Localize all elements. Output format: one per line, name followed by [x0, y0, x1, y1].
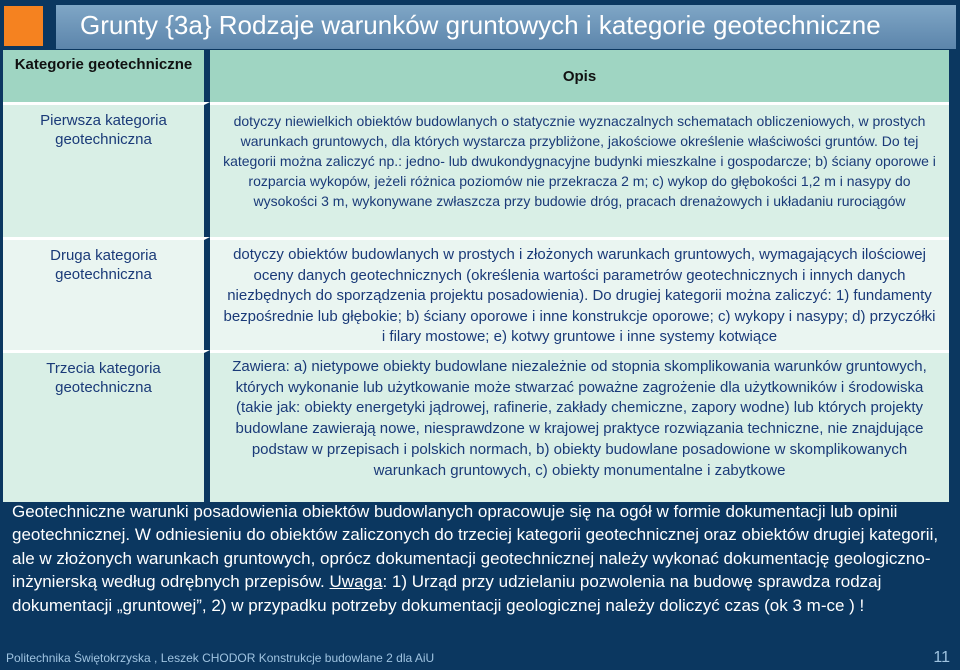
accent-square — [4, 6, 43, 46]
note-text-before: Geotechniczne warunki posadowienia obiektów budowlanych opracowuje się na ogół w formie dokumentacji lub opinii geotechnicznej. W odniesieniu do obiektów zaliczonych do trzeciej kategorii geotechnicznej oraz obiektów drugiej kategorii, ale w złożonych warunkach gruntowych, oprócz dokumentacji geotechnicznej należy wykonać dokumentację geologiczno-inżynierską według odrębnych przepisów. — [12, 502, 939, 592]
table-row — [3, 350, 949, 502]
title-bar — [56, 5, 956, 49]
page-number: 11 — [933, 649, 950, 666]
header-categories: Kategorie geotechniczne — [3, 50, 210, 102]
description-text: dotyczy niewielkich obiektów budowlanych o statycznie wyznaczalnych schematach obliczeniowych, w prostych warunkach gruntowych, dla których wystarcza przybliżone, jakościowe określenie właściwości gruntów. Do tej kategorii można zaliczyć np.: jedno- lub dwukondygnacyjne budynki mieszkalne i gospodarcze; b) ściany oporowe i rozparcia wykopów, jeżeli różnica poziomów nie przekracza 2 m; c) wykop do głębokości 1,2 m i nasypy do wysokości 3 m, wykonywane zwłaszcza przy budowie dróg, pracach drenażowych i układaniu rurociągów — [223, 113, 936, 209]
slide-title: Grunty {3a} Rodzaje warunków gruntowych i kategorie geotechniczne — [80, 10, 881, 40]
category-cell: Druga kategoria geotechniczna — [3, 237, 210, 350]
table-header-row — [3, 50, 949, 102]
geotechnical-categories-table — [3, 50, 949, 502]
table-row — [3, 102, 949, 237]
documentation-note — [12, 500, 947, 617]
header-description: Opis — [210, 50, 949, 102]
note-warning-label: Uwaga — [329, 572, 383, 592]
footer-credits: Politechnika Świętokrzyska , Leszek CHODOR Konstrukcje budowlane 2 dla AiU — [6, 651, 435, 665]
description-text: Zawiera: a) nietypowe obiekty budowlane niezależnie od stopnia skomplikowania warunków gruntowych, których wykonanie lub użytkowanie może stwarzać poważne zagrożenie dla użytkowników i środowiska (takie jak: obiekty energetyki jądrowej, rafinerie, zakłady chemiczne, zapory wodne) lub których projekty budowlane zawierają nowe, niesprawdzone w krajowej praktyce rozwiązania techniczne, nie znajdujące podstaw w przepisach i polskich normach, b) obiekty budowlane posadowione w skomplikowanych warunkach gruntowych, c) obiekty monumentalne i zabytkowe — [232, 358, 927, 479]
description-cell — [210, 237, 949, 350]
table-row — [3, 237, 949, 350]
description-cell — [210, 102, 949, 237]
category-cell: Trzecia kategoria geotechniczna — [3, 350, 210, 502]
note-text-after: : 1) Urząd przy udzielaniu pozwolenia na budowę sprawdza rodzaj dokumentacji „gruntowej”, 2) w przypadku potrzeby dokumentacji geologicznej należy doliczyć czas (ok 3 m-ce ) ! — [12, 572, 882, 615]
description-text: dotyczy obiektów budowlanych w prostych i złożonych warunkach gruntowych, wymagających ilościowej oceny danych geotechnicznych (określenia wartości parametrów geotechnicznych i innych danych niezbędnych do sporządzenia projektu posadowienia). Do drugiej kategorii można zaliczyć: 1) fundamenty bezpośrednie lub głębokie; b) ściany oporowe i inne konstrukcje oporowe; c) wykopy i nasypy; d) przyczółki i filary mostowe; e) kotwy gruntowe i inne systemy kotwiące — [223, 246, 936, 345]
category-cell: Pierwsza kategoria geotechniczna — [3, 102, 210, 237]
description-cell — [210, 350, 949, 502]
